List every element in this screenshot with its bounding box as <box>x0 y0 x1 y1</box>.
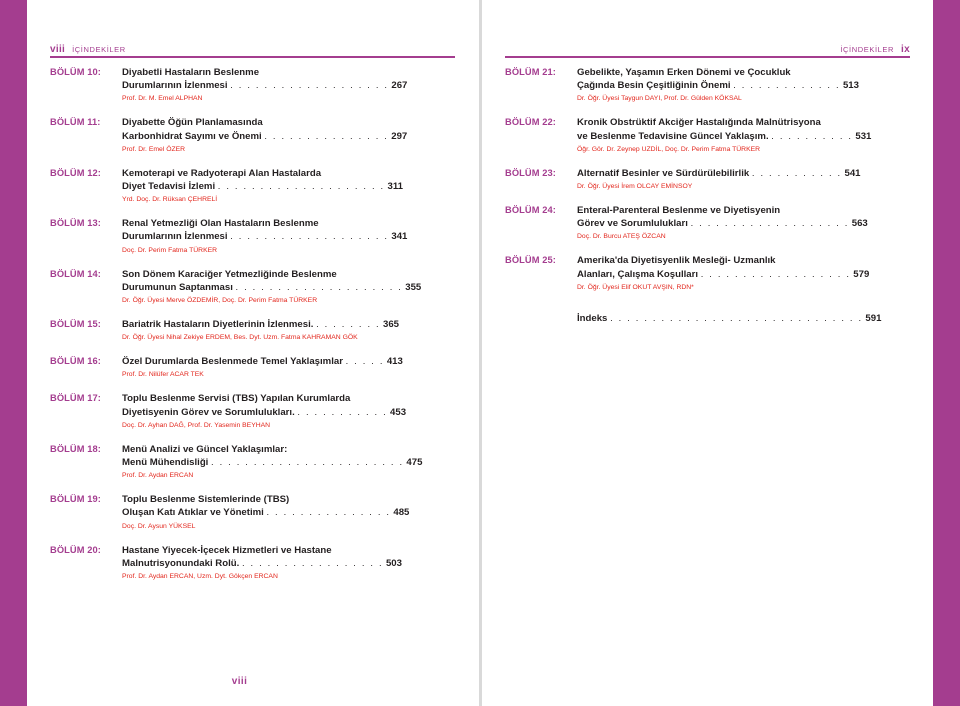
toc-entry-title-line: Bariatrik Hastaların Diyetlerinin İzlenmesi. . . . . . . . . 365 <box>122 319 400 331</box>
toc-entry-chapter-label: BÖLÜM 13: <box>50 218 102 229</box>
toc-entry[interactable] <box>50 355 455 379</box>
toc-entry-title-line: Menü Analizi ve Güncel Yaklaşımlar: <box>122 443 288 455</box>
toc-leader-dots: . . . . . . . . . . . <box>751 167 842 178</box>
toc-entry-body <box>577 167 910 191</box>
toc-page-number: 485 <box>390 507 410 519</box>
toc-entry-chapter-label: BÖLÜM 17: <box>50 393 102 404</box>
toc-entry-title <box>122 268 455 294</box>
toc-entry[interactable] <box>50 493 455 530</box>
toc-entry[interactable] <box>50 116 455 153</box>
toc-leader-dots: . . . . . . . . . . . . . . . . . . . <box>690 218 850 229</box>
toc-entry[interactable] <box>50 318 455 342</box>
toc-page-number: 297 <box>388 130 408 142</box>
page-footer <box>0 676 960 687</box>
toc-entry-body <box>122 217 455 254</box>
toc-page-number: 531 <box>852 130 872 142</box>
toc-page-number: 453 <box>387 406 407 418</box>
toc-leader-dots: . . . . . . . . . . . . . . . <box>264 130 389 141</box>
toc-page-number: 355 <box>402 281 422 293</box>
toc-entry-title <box>122 392 455 418</box>
toc-entry-authors: Öğr. Gör. Dr. Zeynep UZDİL, Doç. Dr. Perim Fatma TÜRKER <box>577 145 761 153</box>
toc-entry-title-line: Amerika'da Diyetisyenlik Mesleği- Uzmanlık <box>577 255 776 267</box>
toc-entry-authors: Dr. Öğr. Üyesi İrem OLCAY EMİNSOY <box>577 183 693 191</box>
toc-leader-dots: . . . . . . . . <box>316 319 381 330</box>
toc-entry-title-line: Kronik Obstrüktif Akciğer Hastalığında Malnütrisyona <box>577 117 821 129</box>
toc-entry-title <box>122 116 455 142</box>
toc-entry-chapter-label: BÖLÜM 18: <box>50 443 102 454</box>
toc-page-number: 541 <box>841 167 861 179</box>
toc-entry-title-line: Toplu Beslenme Sistemlerinde (TBS) <box>122 494 290 506</box>
toc-entry-title-line: Gebelikte, Yaşamın Erken Dönemi ve Çocukluk <box>577 67 791 78</box>
toc-entry-authors: Dr. Öğr. Üyesi Merve ÖZDEMİR, Doç. Dr. Perim Fatma TÜRKER <box>122 297 318 305</box>
toc-entry-title-line: Alternatif Besinler ve Sürdürülebilirlik . . . . . . . . . . . 541 <box>577 167 861 179</box>
toc-entry-authors: Prof. Dr. Aydan ERCAN, Uzm. Dyt. Gökçen ERCAN <box>122 573 278 581</box>
toc-entry-title <box>122 544 455 570</box>
toc-page-number: 267 <box>388 80 408 92</box>
toc-entry-title <box>577 254 910 280</box>
toc-entry-body <box>122 392 455 429</box>
toc-entry-body <box>122 443 455 480</box>
toc-entry-body <box>122 544 455 581</box>
toc-leader-dots: . . . . . <box>345 356 385 367</box>
toc-entry-chapter-label: BÖLÜM 15: <box>50 319 102 330</box>
toc-entry-body <box>122 493 455 530</box>
toc-entry-title-line: Menü Mühendisliği . . . . . . . . . . . . . . . . . . . . . . . 475 <box>122 457 423 469</box>
toc-entry-title-line: ve Beslenme Tedavisine Güncel Yaklaşım. . . . . . . . . . . 531 <box>577 130 872 142</box>
toc-page-number: 513 <box>840 80 859 92</box>
toc-entry-chapter-label: BÖLÜM 20: <box>50 544 102 555</box>
toc-entry-chapter-label: BÖLÜM 24: <box>505 205 557 216</box>
toc-leader-dots: . . . . . . . . . . . . . . . . . . . . . . . . . . . . . . <box>610 312 863 323</box>
toc-entry-chapter-label: BÖLÜM 25: <box>505 255 557 266</box>
toc-entry-title <box>577 66 910 92</box>
toc-entry-authors: Dr. Öğr. Üyesi Nihal Zekiye ERDEM, Bes. Dyt. Uzm. Fatma KAHRAMAN GÖK <box>122 334 358 342</box>
toc-entry-title-line: Diyabette Öğün Planlamasında <box>122 117 263 129</box>
toc-index-entry[interactable] <box>577 312 910 325</box>
toc-entry-title <box>577 116 910 142</box>
toc-entry-authors: Prof. Dr. Nilüfer ACAR TEK <box>122 371 204 379</box>
toc-entry-title-line: Diyet Tedavisi İzlemi . . . . . . . . . . . . . . . . . . . . 311 <box>122 181 403 193</box>
toc-entry-title-line: Malnutrisyonundaki Rolü. . . . . . . . . . . . . . . . . . 503 <box>122 557 402 569</box>
toc-page-number: 579 <box>850 268 870 280</box>
toc-entry-chapter-label: BÖLÜM 12: <box>50 167 102 178</box>
toc-page-number: 503 <box>383 557 402 569</box>
toc-entry[interactable] <box>50 268 455 305</box>
toc-leader-dots: . . . . . . . . . . . . . . . . . . . . <box>235 281 403 292</box>
left-folio-number: viii <box>50 43 66 55</box>
toc-entry-title-line: Diyetisyenin Görev ve Sorumlulukları. . . . . . . . . . . . 453 <box>122 406 407 418</box>
toc-leader-dots: . . . . . . . . . . . . . . . . . . . . <box>217 181 385 192</box>
toc-entry-title <box>577 167 910 180</box>
toc-entry-title-line: Kemoterapi ve Radyoterapi Alan Hastalarda <box>122 167 322 179</box>
toc-entry-authors: Dr. Öğr. Üyesi Elif OKUT AVŞIN, RDN* <box>577 283 694 291</box>
toc-entry-chapter-label: BÖLÜM 22: <box>505 117 557 128</box>
toc-entry-body <box>122 355 455 379</box>
toc-entry-authors: Prof. Dr. Emel ÖZER <box>122 145 186 153</box>
toc-entry-title <box>122 217 455 243</box>
toc-page-number: 475 <box>403 457 423 469</box>
toc-entry-title-line: Oluşan Katı Atıklar ve Yönetimi . . . . . . . . . . . . . . . 485 <box>122 507 410 519</box>
footer-folio-number: viii <box>231 676 248 687</box>
toc-entry-title <box>577 204 910 230</box>
toc-leader-dots: . . . . . . . . . . . . . . . . . . . . . . . <box>211 457 404 468</box>
toc-leader-dots: . . . . . . . . . . . <box>297 406 388 417</box>
toc-entry-authors: Doç. Dr. Burcu ATEŞ ÖZCAN <box>577 233 666 241</box>
toc-leader-dots: . . . . . . . . . . <box>771 130 853 141</box>
left-header-rule <box>50 56 455 58</box>
page-gutter <box>479 0 482 706</box>
toc-entry-title-line: Durumlarının İzlenmesi . . . . . . . . . . . . . . . . . . . 341 <box>122 231 408 243</box>
toc-entry-title-line: Diyabetli Hastaların Beslenme <box>122 67 260 78</box>
toc-entry[interactable] <box>505 204 910 241</box>
toc-entry-body <box>577 204 910 241</box>
toc-entry-authors: Prof. Dr. Aydan ERCAN <box>122 472 194 480</box>
toc-entry-body <box>122 167 455 204</box>
toc-leader-dots: . . . . . . . . . . . . . . . . . <box>241 557 384 568</box>
toc-entry-title <box>122 66 455 92</box>
toc-entry-title <box>122 443 455 469</box>
left-header-label: İÇİNDEKİLER <box>72 44 126 54</box>
toc-entry-title-line: Hastane Yiyecek-İçecek Hizmetleri ve Hastane <box>122 544 332 556</box>
toc-leader-dots: . . . . . . . . . . . . . . . <box>266 507 391 518</box>
toc-entry-title-line: Enteral-Parenteral Beslenme ve Diyetisyenin <box>577 205 781 217</box>
toc-entry-chapter-label: BÖLÜM 19: <box>50 494 102 505</box>
toc-entry-chapter-label: BÖLÜM 11: <box>50 117 101 128</box>
toc-entry[interactable] <box>50 66 455 103</box>
toc-leader-dots: . . . . . . . . . . . . . . . . . . <box>700 268 851 279</box>
toc-entry[interactable] <box>505 167 910 191</box>
toc-entry-title-line: Durumlarının İzlenmesi . . . . . . . . . . . . . . . . . . . 267 <box>122 80 408 92</box>
toc-entry[interactable] <box>50 217 455 254</box>
toc-leader-dots: . . . . . . . . . . . . . . . . . . . <box>230 80 389 91</box>
toc-entry[interactable] <box>50 443 455 480</box>
toc-entry[interactable] <box>50 167 455 204</box>
right-header-rule <box>505 56 910 58</box>
toc-entry-title <box>122 167 455 193</box>
left-page-header <box>50 41 126 57</box>
toc-entry-title-line: Karbonhidrat Sayımı ve Önemi . . . . . . . . . . . . . . . 297 <box>122 130 408 142</box>
toc-entry-title-line: Toplu Beslenme Servisi (TBS) Yapılan Kurumlarda <box>122 393 351 405</box>
toc-entry[interactable] <box>505 116 910 153</box>
right-header-label: İÇİNDEKİLER <box>840 44 895 54</box>
toc-entry-title <box>122 318 455 331</box>
toc-entry-chapter-label: BÖLÜM 14: <box>50 268 102 279</box>
toc-entry-title-line: Çağında Besin Çeşitliğinin Önemi . . . . . . . . . . . . . 513 <box>577 80 859 92</box>
toc-page-number: 563 <box>849 218 868 230</box>
toc-entry-authors: Doç. Dr. Aysun YÜKSEL <box>122 522 196 530</box>
toc-entry-title-line: Renal Yetmezliği Olan Hastaların Beslenme <box>122 218 319 230</box>
toc-entry[interactable] <box>50 392 455 429</box>
toc-leader-dots: . . . . . . . . . . . . . . . . . . . <box>230 231 389 242</box>
toc-entry-authors: Yrd. Doç. Dr. Rüksan ÇEHRELİ <box>122 196 218 204</box>
toc-entry-title <box>122 493 455 519</box>
toc-entry-authors: Dr. Öğr. Üyesi Taygun DAYI, Prof. Dr. Gülden KÖKSAL <box>577 95 742 103</box>
toc-entry-title <box>122 355 455 368</box>
toc-entry-body <box>122 318 455 342</box>
toc-entry[interactable] <box>50 544 455 581</box>
toc-entry[interactable] <box>505 66 910 103</box>
toc-entry-title-line: Alanları, Çalışma Koşulları . . . . . . . . . . . . . . . . . . 579 <box>577 268 870 280</box>
toc-entry-title-line: Durumunun Saptanması . . . . . . . . . . . . . . . . . . . . 355 <box>122 281 422 293</box>
toc-leader-dots: . . . . . . . . . . . . . <box>733 80 841 91</box>
toc-entry-body <box>122 116 455 153</box>
toc-entry-title-line: Özel Durumlarda Beslenmede Temel Yaklaşımlar . . . . . 413 <box>122 356 403 368</box>
toc-entry-chapter-label: BÖLÜM 16: <box>50 356 102 367</box>
toc-page-number: 413 <box>384 356 403 368</box>
toc-page-number: 311 <box>384 181 403 193</box>
toc-entry[interactable] <box>505 254 910 291</box>
right-page-border <box>933 0 960 706</box>
right-folio-number: ix <box>901 43 910 55</box>
toc-right-column <box>505 66 910 325</box>
toc-entry-chapter-label: BÖLÜM 23: <box>505 167 557 178</box>
toc-entry-chapter-label: BÖLÜM 21: <box>505 67 557 77</box>
toc-page-number: 341 <box>388 231 408 243</box>
toc-entry-title-line: Son Dönem Karaciğer Yetmezliğinde Beslenme <box>122 268 337 280</box>
toc-index-title: İndeks . . . . . . . . . . . . . . . . . . . . . . . . . . . . . . 591 <box>577 312 882 324</box>
toc-entry-title-line: Görev ve Sorumlulukları . . . . . . . . . . . . . . . . . . . 563 <box>577 218 868 230</box>
toc-entry-body <box>122 66 455 103</box>
toc-entry-chapter-label: BÖLÜM 10: <box>50 67 102 77</box>
toc-entry-authors: Doç. Dr. Ayhan DAĞ, Prof. Dr. Yasemin BEYHAN <box>122 421 271 429</box>
toc-entry-authors: Doç. Dr. Perim Fatma TÜRKER <box>122 246 218 254</box>
toc-entry-body <box>577 116 910 153</box>
toc-left-column <box>50 66 455 594</box>
toc-entry-body <box>577 66 910 103</box>
toc-entry-body <box>122 268 455 305</box>
toc-page-number: 365 <box>380 319 400 331</box>
toc-entry-body <box>577 254 910 291</box>
left-page-border <box>0 0 27 706</box>
toc-entry-authors: Prof. Dr. M. Emel ALPHAN <box>122 95 203 103</box>
toc-page-number: 591 <box>862 312 882 324</box>
right-page-header <box>840 41 910 57</box>
